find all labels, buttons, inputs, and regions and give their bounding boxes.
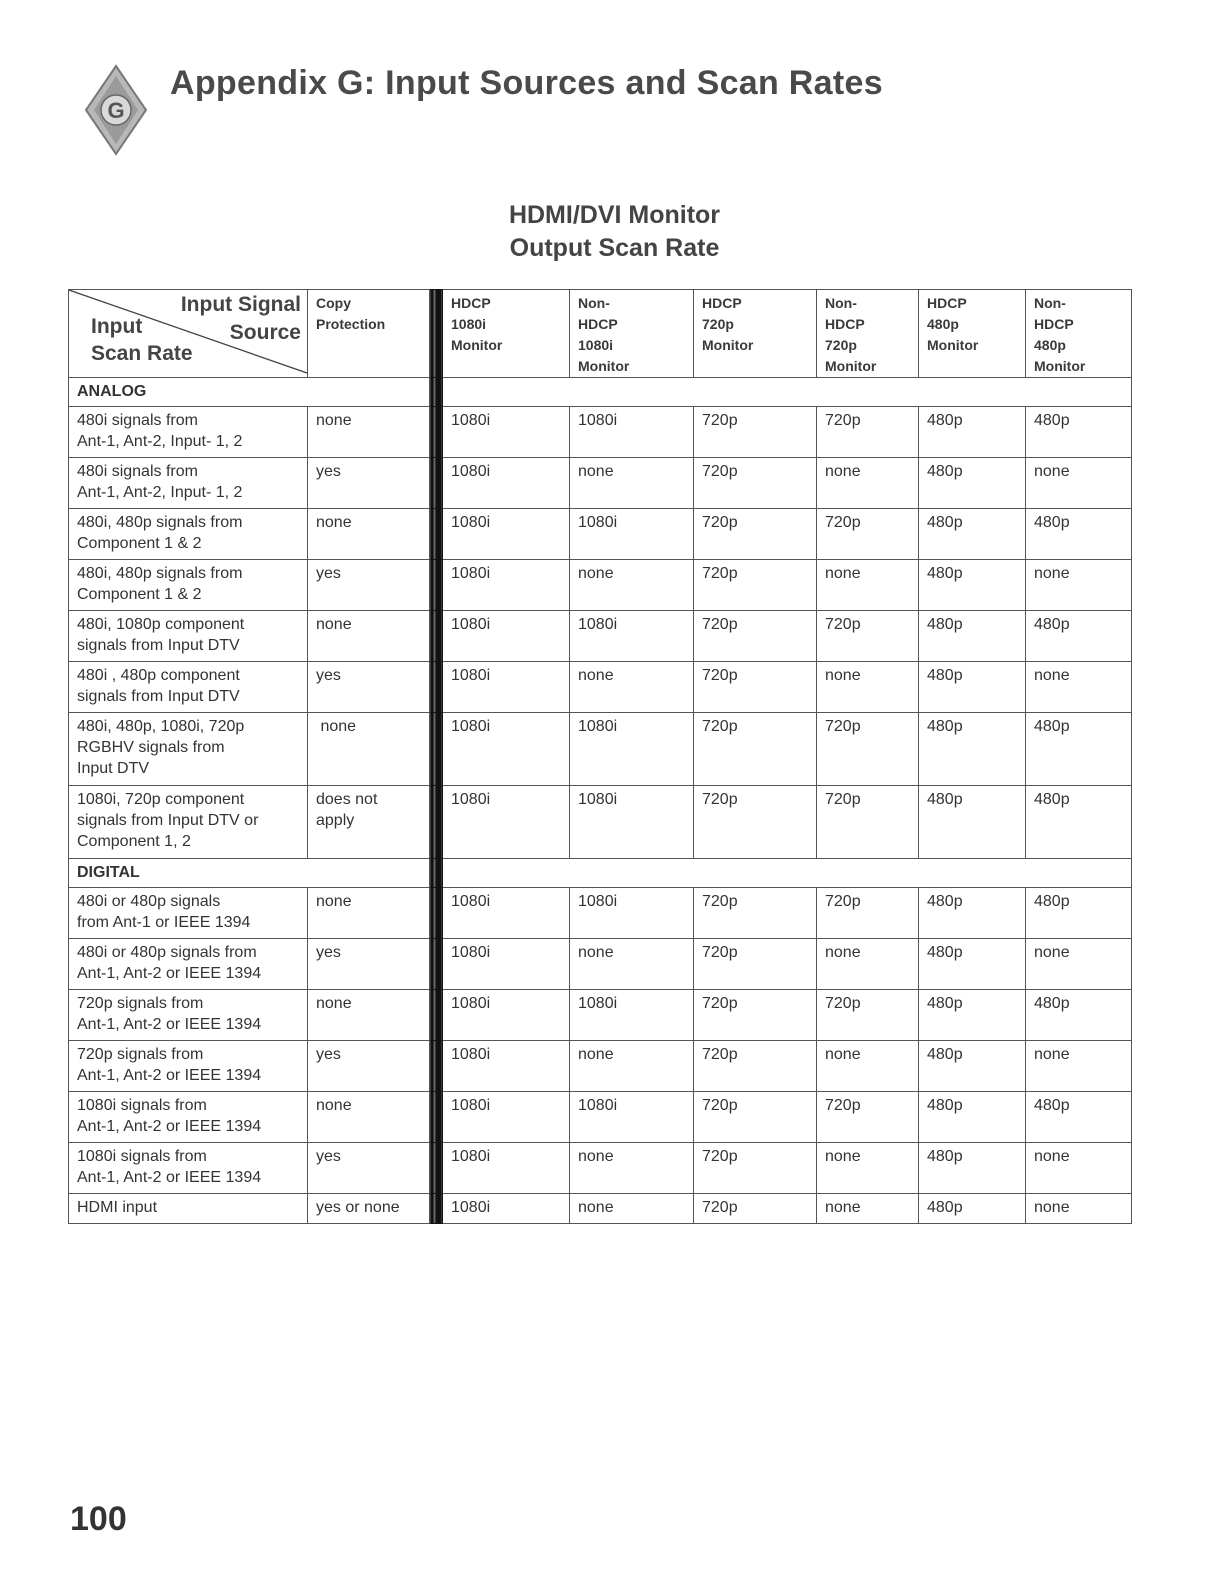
input-source-line: Ant-1, Ant-2 or IEEE 1394 [77,1067,262,1084]
input-source-line: 480i or 480p signals from [77,944,257,961]
scan-rate-cell: none [570,458,694,509]
monitor-header-line: HDCP [702,295,742,311]
scan-rate-cell: none [1026,1041,1132,1092]
input-source-line: 720p signals from [77,995,204,1012]
input-source-line: from Ant-1 or IEEE 1394 [77,914,251,931]
scan-rate-cell: none [1026,560,1132,611]
copy-protection-line: none [316,995,352,1012]
table-row [69,939,1132,990]
copy-protection-line: yes [316,667,341,684]
corner-header-cell [69,290,308,378]
scan-rate-cell: none [817,1143,919,1194]
scan-rate-cell: 720p [817,888,919,939]
monitor-header-line: HDCP [1034,316,1074,332]
scan-rate-cell: 720p [694,990,817,1041]
copy-protection-line: yes [316,565,341,582]
scan-rate-cell: none [1026,662,1132,713]
input-source-line: 480i, 480p signals from [77,514,243,531]
section-label: DIGITAL [69,859,430,888]
scan-rate-cell: 1080i [443,1041,570,1092]
scan-rate-cell: none [570,560,694,611]
input-source-line: Ant-1, Ant-2, Input- 1, 2 [77,433,243,450]
monitor-header-line: 720p [702,316,734,332]
scan-rate-cell: 480p [919,1143,1026,1194]
monitor-header-line: 1080i [578,337,614,353]
scan-rate-cell: 720p [694,1092,817,1143]
scan-rate-cell: 480p [919,713,1026,786]
scan-rate-cell: 480p [919,1194,1026,1224]
scan-rate-cell: 1080i [570,713,694,786]
monitor-header-non-hdcp-1080i [570,290,694,378]
copy-protection-line: none [316,893,352,910]
copy-protection-line: none [316,514,352,531]
monitor-header-line: Monitor [825,358,877,374]
scan-rate-cell: none [570,939,694,990]
scan-rate-cell: 480p [1026,990,1132,1041]
table-row [69,713,1132,786]
scan-rate-cell: 1080i [443,939,570,990]
column-divider [430,859,443,888]
scan-rate-cell: 720p [694,662,817,713]
monitor-header-hdcp-1080i [443,290,570,378]
input-source-cell [69,458,308,509]
scan-rate-cell: 720p [817,611,919,662]
copy-protection-line: none [316,412,352,429]
scan-rate-cell: 720p [694,458,817,509]
input-source-line: 480i , 480p component [77,667,240,684]
scan-rate-cell: 480p [919,458,1026,509]
table-row [69,662,1132,713]
column-divider [430,1143,443,1194]
copy-protection-line: none [316,616,352,633]
scan-rate-cell: 1080i [570,509,694,560]
scan-rate-cell: none [1026,458,1132,509]
input-source-cell [69,786,308,859]
input-source-line: RGBHV signals from [77,739,225,756]
copy-protection-header-line: Copy [316,295,351,311]
scan-rate-cell: none [817,458,919,509]
corner-input-signal: Input Signal [180,293,301,316]
input-source-line: Component 1 & 2 [77,586,202,603]
scan-rate-cell: 480p [919,560,1026,611]
scan-rate-cell: 720p [694,407,817,458]
scan-rate-cell: none [1026,1143,1132,1194]
monitor-header-line: 720p [825,337,857,353]
table-row [69,1143,1132,1194]
copy-protection-line: does not [316,791,378,808]
copy-protection-cell [308,611,430,662]
scan-rate-cell: 720p [817,509,919,560]
copy-protection-cell [308,786,430,859]
section-spacer [443,378,1132,407]
table-title-line2: Output Scan Rate [509,234,720,262]
scan-rate-cell: 720p [694,1041,817,1092]
table-row [69,407,1132,458]
scan-rate-table [68,289,1132,1224]
scan-rate-cell: 480p [1026,611,1132,662]
monitor-header-line: Monitor [578,358,630,374]
scan-rate-cell: none [1026,939,1132,990]
monitor-header-line: HDCP [927,295,967,311]
input-source-line: Ant-1, Ant-2 or IEEE 1394 [77,1169,262,1186]
column-divider [430,290,443,378]
copy-protection-line: yes [316,944,341,961]
input-source-line: 480i, 480p signals from [77,565,243,582]
scan-rate-cell: 1080i [443,1092,570,1143]
input-source-cell [69,509,308,560]
scan-rate-cell: 1080i [443,990,570,1041]
scan-rate-cell: 720p [817,990,919,1041]
scan-rate-cell: none [570,1143,694,1194]
scan-rate-cell: 1080i [443,458,570,509]
scan-rate-cell: 1080i [443,888,570,939]
scan-rate-cell: 1080i [443,713,570,786]
monitor-header-line: 480p [1034,337,1066,353]
scan-rate-cell: 480p [919,786,1026,859]
input-source-line: HDMI input [77,1199,158,1216]
column-divider [430,1092,443,1143]
input-source-cell [69,1092,308,1143]
column-divider [430,713,443,786]
table-row [69,1041,1132,1092]
input-source-line: Input DTV [77,760,150,777]
input-source-line: 480i or 480p signals [77,893,221,910]
scan-rate-cell: 480p [1026,786,1132,859]
monitor-header-line: HDCP [578,316,618,332]
scan-rate-cell: 720p [694,939,817,990]
table-row [69,1092,1132,1143]
scan-rate-cell: 720p [694,611,817,662]
monitor-header-line: Monitor [1034,358,1086,374]
scan-rate-cell: 1080i [443,1143,570,1194]
copy-protection-cell [308,560,430,611]
page-title: Appendix G: Input Sources and Scan Rates [170,64,883,102]
scan-rate-cell: 720p [694,1194,817,1224]
scan-rate-cell: 480p [919,888,1026,939]
scan-rate-cell: none [570,1194,694,1224]
scan-rate-cell: 720p [694,560,817,611]
copy-protection-header-line: Protection [316,316,386,332]
column-divider [430,1041,443,1092]
corner-scan-rate: Scan Rate [91,342,193,365]
copy-protection-line: none [316,718,357,735]
input-source-line: 480i signals from [77,463,198,480]
scan-rate-cell: 480p [1026,713,1132,786]
scan-rate-cell: 1080i [443,560,570,611]
monitor-header-non-hdcp-480p [1026,290,1132,378]
input-source-line: signals from Input DTV [77,688,240,705]
input-source-cell [69,662,308,713]
scan-rate-cell: 1080i [443,407,570,458]
scan-rate-cell: 1080i [570,888,694,939]
input-source-line: Ant-1, Ant-2, Input- 1, 2 [77,484,243,501]
scan-rate-cell: 720p [694,786,817,859]
column-divider [430,509,443,560]
input-source-line: 720p signals from [77,1046,204,1063]
scan-rate-cell: 1080i [570,611,694,662]
input-source-line: Component 1 & 2 [77,535,202,552]
scan-rate-cell: none [817,1041,919,1092]
scan-rate-cell: none [817,560,919,611]
copy-protection-cell [308,407,430,458]
column-divider [430,939,443,990]
monitor-header-hdcp-720p [694,290,817,378]
scan-rate-cell: 720p [694,713,817,786]
table-row [69,990,1132,1041]
scan-rate-cell: 1080i [443,662,570,713]
monitor-header-line: 1080i [451,316,487,332]
copy-protection-line: yes [316,1046,341,1063]
scan-rate-cell: none [1026,1194,1132,1224]
scan-rate-cell: 480p [919,407,1026,458]
badge-letter: G [107,98,125,123]
scan-rate-cell: 480p [919,611,1026,662]
input-source-cell [69,1143,308,1194]
column-divider [430,560,443,611]
input-source-cell [69,1041,308,1092]
column-divider [430,1194,443,1224]
scan-rate-cell: 480p [919,990,1026,1041]
scan-rate-cell: none [817,939,919,990]
table-row [69,560,1132,611]
column-divider [430,407,443,458]
monitor-header-hdcp-480p [919,290,1026,378]
monitor-header-line: HDCP [451,295,491,311]
monitor-header-line: Monitor [702,337,754,353]
input-source-line: 1080i, 720p component [77,791,245,808]
page-number: 100 [70,1500,127,1538]
input-source-cell [69,939,308,990]
scan-rate-cell: 1080i [570,990,694,1041]
input-source-cell [69,990,308,1041]
scan-rate-cell: 720p [817,786,919,859]
column-divider [430,611,443,662]
scan-rate-cell: 1080i [443,509,570,560]
scan-rate-cell: 1080i [443,1194,570,1224]
input-source-line: 480i, 480p, 1080i, 720p [77,718,245,735]
input-source-line: 480i signals from [77,412,198,429]
scan-rate-cell: none [570,662,694,713]
column-divider [430,458,443,509]
copy-protection-header [308,290,430,378]
section-row [69,378,1132,407]
monitor-header-non-hdcp-720p [817,290,919,378]
scan-rate-cell: 1080i [443,611,570,662]
input-source-line: Component 1, 2 [77,833,191,850]
copy-protection-cell [308,509,430,560]
input-source-line: signals from Input DTV [77,637,240,654]
appendix-badge-icon [84,64,148,156]
scan-rate-cell: 1080i [570,786,694,859]
scan-rate-cell: 480p [1026,509,1132,560]
input-source-line: signals from Input DTV or [77,812,259,829]
monitor-header-line: Monitor [927,337,979,353]
column-divider [430,662,443,713]
section-row [69,859,1132,888]
scan-rate-cell: 720p [817,713,919,786]
copy-protection-cell [308,888,430,939]
monitor-header-line: HDCP [825,316,865,332]
monitor-header-line: Non- [1034,295,1066,311]
header-row [69,290,1132,378]
copy-protection-line: yes [316,463,341,480]
copy-protection-cell [308,713,430,786]
copy-protection-line: yes or none [316,1199,400,1216]
scan-rate-cell: 1080i [570,1092,694,1143]
column-divider [430,378,443,407]
input-source-cell [69,611,308,662]
input-source-cell [69,560,308,611]
scan-rate-cell: 480p [1026,407,1132,458]
input-source-line: 480i, 1080p component [77,616,245,633]
table-row [69,786,1132,859]
scan-rate-cell: 480p [919,662,1026,713]
column-divider [430,990,443,1041]
scan-rate-cell: 1080i [443,786,570,859]
table-row [69,1194,1132,1224]
monitor-header-line: 480p [927,316,959,332]
scan-rate-cell: 720p [817,1092,919,1143]
scan-rate-cell: 480p [1026,888,1132,939]
copy-protection-cell [308,939,430,990]
scan-rate-cell: 720p [694,509,817,560]
corner-input: Input [91,315,143,338]
scan-rate-cell: 1080i [570,407,694,458]
monitor-header-line: Non- [578,295,610,311]
table-row [69,888,1132,939]
input-source-cell [69,407,308,458]
monitor-header-line: Monitor [451,337,503,353]
scan-rate-cell: 480p [919,939,1026,990]
scan-rate-cell: none [570,1041,694,1092]
corner-source: Source [229,321,301,344]
table-title-line1: HDMI/DVI Monitor [508,201,721,229]
copy-protection-line: apply [316,812,355,829]
copy-protection-cell [308,990,430,1041]
copy-protection-cell [308,1194,430,1224]
scan-rate-cell: none [817,662,919,713]
section-label: ANALOG [69,378,430,407]
monitor-header-line: Non- [825,295,857,311]
scan-rate-cell: 480p [919,1041,1026,1092]
copy-protection-line: none [316,1097,352,1114]
copy-protection-cell [308,662,430,713]
scan-rate-cell: 480p [919,509,1026,560]
copy-protection-cell [308,1092,430,1143]
scan-rate-cell: 720p [694,1143,817,1194]
copy-protection-cell [308,458,430,509]
column-divider [430,786,443,859]
table-row [69,509,1132,560]
input-source-cell [69,1194,308,1224]
copy-protection-cell [308,1041,430,1092]
scan-rate-cell: 480p [1026,1092,1132,1143]
copy-protection-cell [308,1143,430,1194]
scan-rate-cell: 720p [694,888,817,939]
input-source-line: Ant-1, Ant-2 or IEEE 1394 [77,1118,262,1135]
section-spacer [443,859,1132,888]
input-source-line: Ant-1, Ant-2 or IEEE 1394 [77,1016,262,1033]
input-source-cell [69,888,308,939]
table-row [69,611,1132,662]
scan-rate-cell: none [817,1194,919,1224]
column-divider [430,888,443,939]
input-source-line: Ant-1, Ant-2 or IEEE 1394 [77,965,262,982]
input-source-line: 1080i signals from [77,1097,207,1114]
scan-rate-cell: 480p [919,1092,1026,1143]
copy-protection-line: yes [316,1148,341,1165]
input-source-line: 1080i signals from [77,1148,207,1165]
table-row [69,458,1132,509]
input-source-cell [69,713,308,786]
scan-rate-cell: 720p [817,407,919,458]
